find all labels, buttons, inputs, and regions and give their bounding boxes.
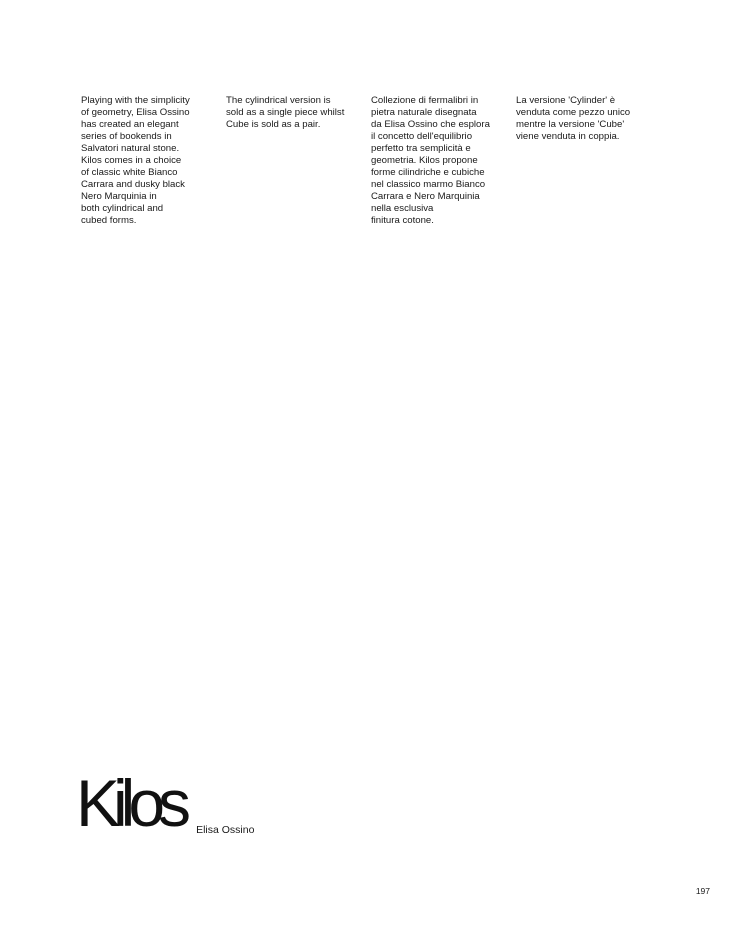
description-italian: Collezione di fermalibri in pietra naturale disegnata da Elisa Ossino che esplora il concetto dell'equilibrio perfetto tra semplicità e geometria. Kilos propone forme cilindriche e cubiche nel classico marmo Bianco Carrara e Nero Marquinia nella esclusiva finitura cotone. bbox=[371, 95, 490, 226]
versions-italian: La versione 'Cylinder' è venduta come pezzo unico mentre la versione 'Cube' viene venduta in coppia. bbox=[516, 95, 631, 142]
page-number: 197 bbox=[695, 886, 710, 896]
product-heading bbox=[76, 766, 255, 840]
versions-english: The cylindrical version is sold as a single piece whilst Cube is sold as a pair. bbox=[226, 95, 345, 130]
description-english: Playing with the simplicity of geometry, Elisa Ossino has created an elegant series of bookends in Salvatori natural stone. Kilos comes in a choice of classic white Bianco Carrara and dusky black Nero Marquinia in both cylindrical and cubed forms. bbox=[81, 95, 190, 226]
text-columns bbox=[81, 95, 661, 227]
designer-name: Elisa Ossino bbox=[196, 824, 255, 836]
product-title: Kilos bbox=[76, 766, 185, 840]
